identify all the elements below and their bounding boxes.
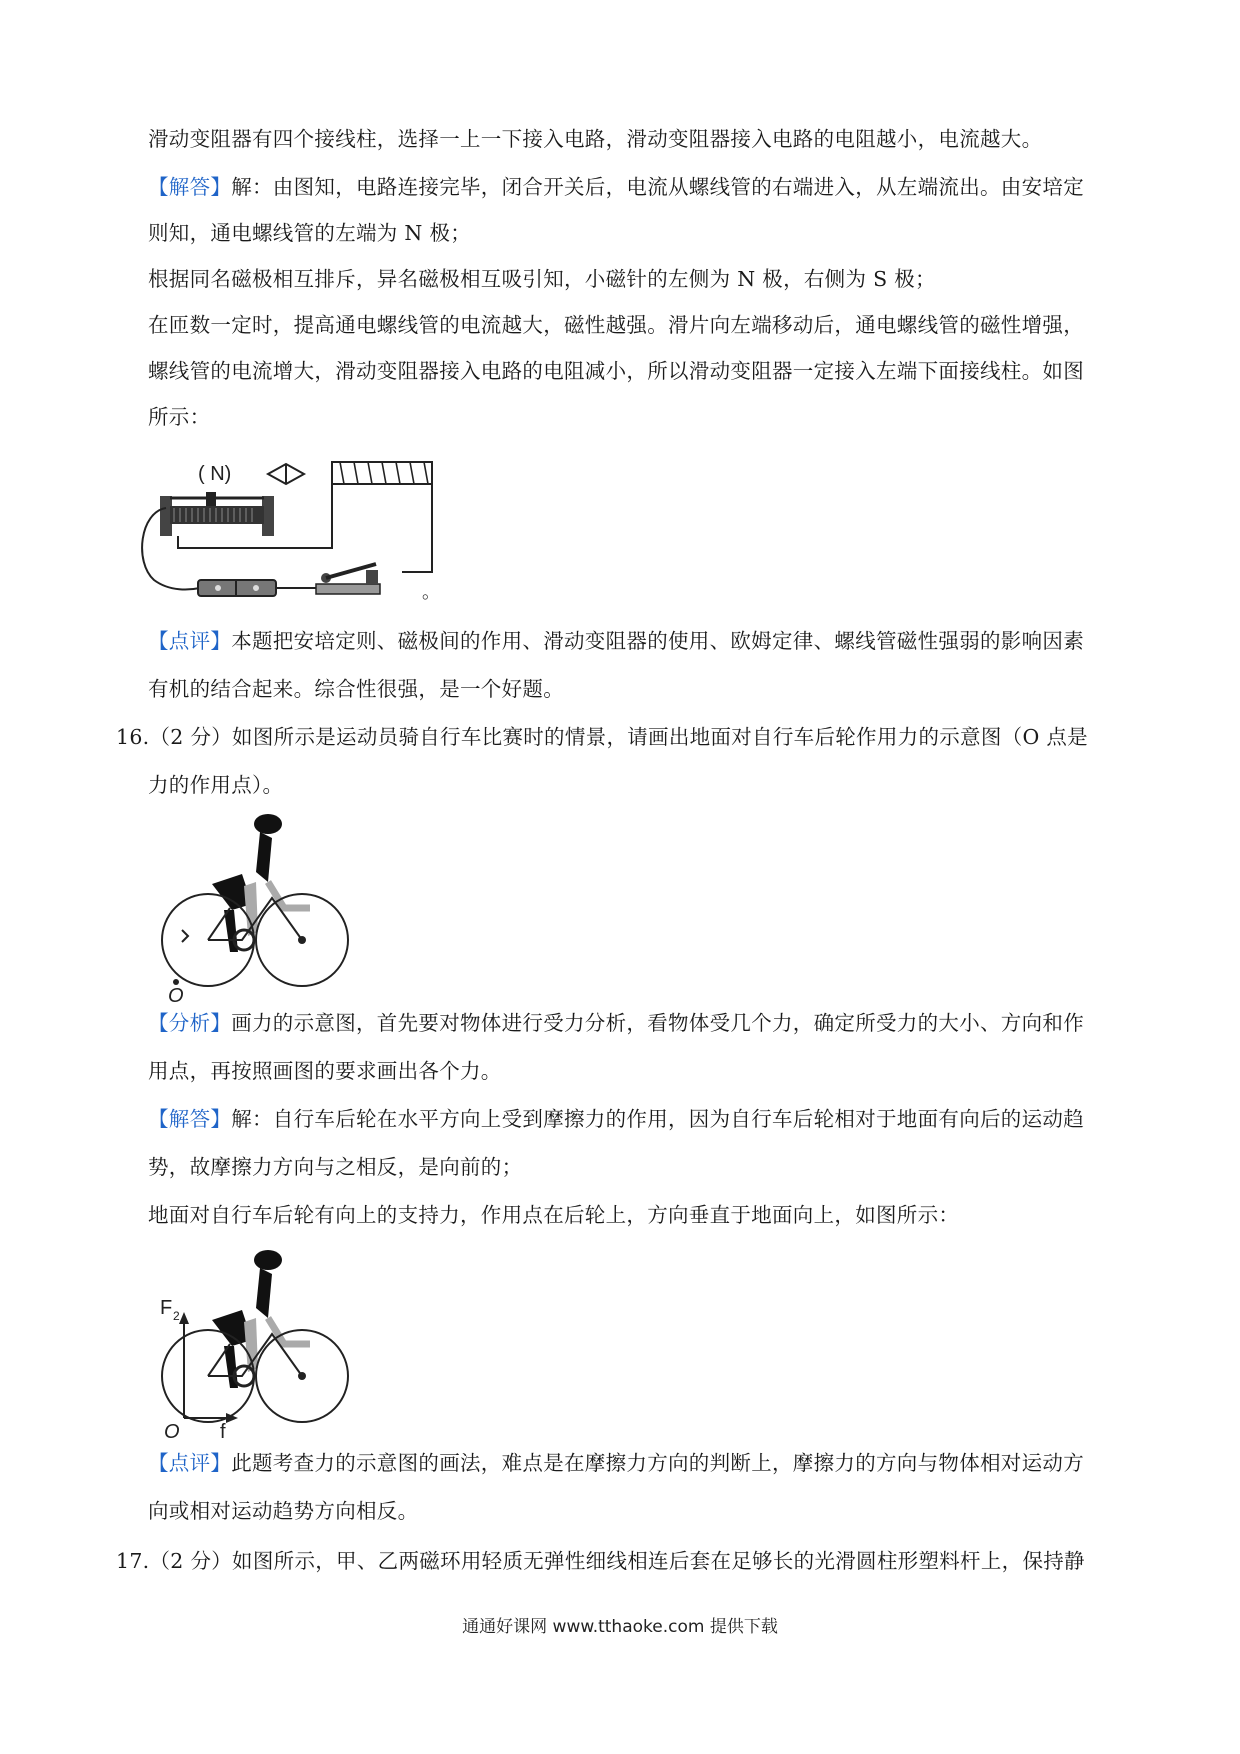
paragraph-1: 滑动变阻器有四个接线柱，选择一上一下接入电路，滑动变阻器接入电路的电阻越小，电流越大。	[148, 127, 1043, 151]
analysis-text: 画力的示意图，首先要对物体进行受力分析，看物体受几个力，确定所受力的大小、方向和作	[231, 1011, 1085, 1035]
analysis-line-1	[148, 1008, 1084, 1038]
force-f2-subscript: 2	[173, 1309, 180, 1323]
solution-text: 解：由图知，电路连接完毕，闭合开关后，电流从螺线管的右端进入，从左端流出。由安培定	[231, 175, 1085, 199]
solution-tag: 【解答】	[148, 175, 232, 199]
question-17-line-1: 17.（2 分）如图所示，甲、乙两磁环用轻质无弹性细线相连后套在足够长的光滑圆柱形塑料杆上，保持静	[116, 1549, 1085, 1573]
solution2-line-1	[148, 1104, 1084, 1134]
switch	[316, 564, 380, 594]
comment-tag: 【点评】	[148, 629, 232, 653]
solution2-line-3: 地面对自行车后轮有向上的支持力，作用点在后轮上，方向垂直于地面向上，如图所示：	[148, 1203, 960, 1227]
comment-line-1	[148, 626, 1084, 656]
analysis-tag: 【分析】	[148, 1011, 232, 1035]
n-pole-label: ( N)	[198, 463, 232, 485]
force-f2-label: F	[160, 1297, 173, 1319]
analysis-line-2: 用点，再按照画图的要求画出各个力。	[148, 1059, 502, 1083]
comment-line-2: 有机的结合起来。综合性很强，是一个好题。	[148, 677, 564, 701]
support-force-arrow-icon	[179, 1312, 189, 1418]
compass-needle-icon	[268, 464, 304, 484]
question-16-line-1: 16.（2 分）如图所示是运动员骑自行车比赛时的情景，请画出地面对自行车后轮作用力的示意图（O 点是	[116, 725, 1088, 749]
solution-line-2: 则知，通电螺线管的左端为 N 极；	[148, 221, 472, 245]
page-footer: 通通好课网 www.tthaoke.com 提供下载	[462, 1617, 778, 1637]
circuit-diagram	[140, 452, 480, 612]
solenoid	[332, 462, 432, 484]
comment2-line-2: 向或相对运动趋势方向相反。	[148, 1499, 419, 1523]
bicycle-figure-2	[160, 1248, 350, 1438]
solution-line-5: 螺线管的电流增大，滑动变阻器接入电路的电阻减小，所以滑动变阻器一定接入左端下面接线柱。如图	[148, 359, 1084, 383]
solution-line-4: 在匝数一定时，提高通电螺线管的电流越大，磁性越强。滑片向左端移动后，通电螺线管的磁性增强，	[148, 313, 1084, 337]
solution2-tag: 【解答】	[148, 1107, 232, 1131]
comment2-text: 此题考查力的示意图的画法，难点是在摩擦力方向的判断上，摩擦力的方向与物体相对运动方	[231, 1451, 1085, 1475]
question-16-line-2: 力的作用点）。	[148, 773, 284, 797]
bicycle-figure-1	[160, 812, 350, 1002]
solution2-text: 解：自行车后轮在水平方向上受到摩擦力的作用，因为自行车后轮相对于地面有向后的运动趋	[231, 1107, 1085, 1131]
circuit-end-mark: 。	[422, 582, 440, 602]
force-f-label: f	[220, 1421, 226, 1438]
solution-line-1	[148, 172, 1084, 202]
comment2-tag: 【点评】	[148, 1451, 232, 1475]
solution-line-6: 所示：	[148, 405, 211, 429]
solution-line-3: 根据同名磁极相互排斥，异名磁极相互吸引知，小磁针的左侧为 N 极，右侧为 S 极；	[148, 267, 936, 291]
circuit-wires	[142, 484, 432, 590]
point-o-label: O	[164, 1421, 180, 1438]
solution2-line-2: 势，故摩擦力方向与之相反，是向前的；	[148, 1155, 523, 1179]
rheostat	[160, 492, 274, 536]
comment2-line-1	[148, 1448, 1084, 1478]
point-o-label: O	[168, 985, 184, 1002]
battery	[198, 580, 276, 596]
comment-text: 本题把安培定则、磁极间的作用、滑动变阻器的使用、欧姆定律、螺线管磁性强弱的影响因素	[231, 629, 1085, 653]
